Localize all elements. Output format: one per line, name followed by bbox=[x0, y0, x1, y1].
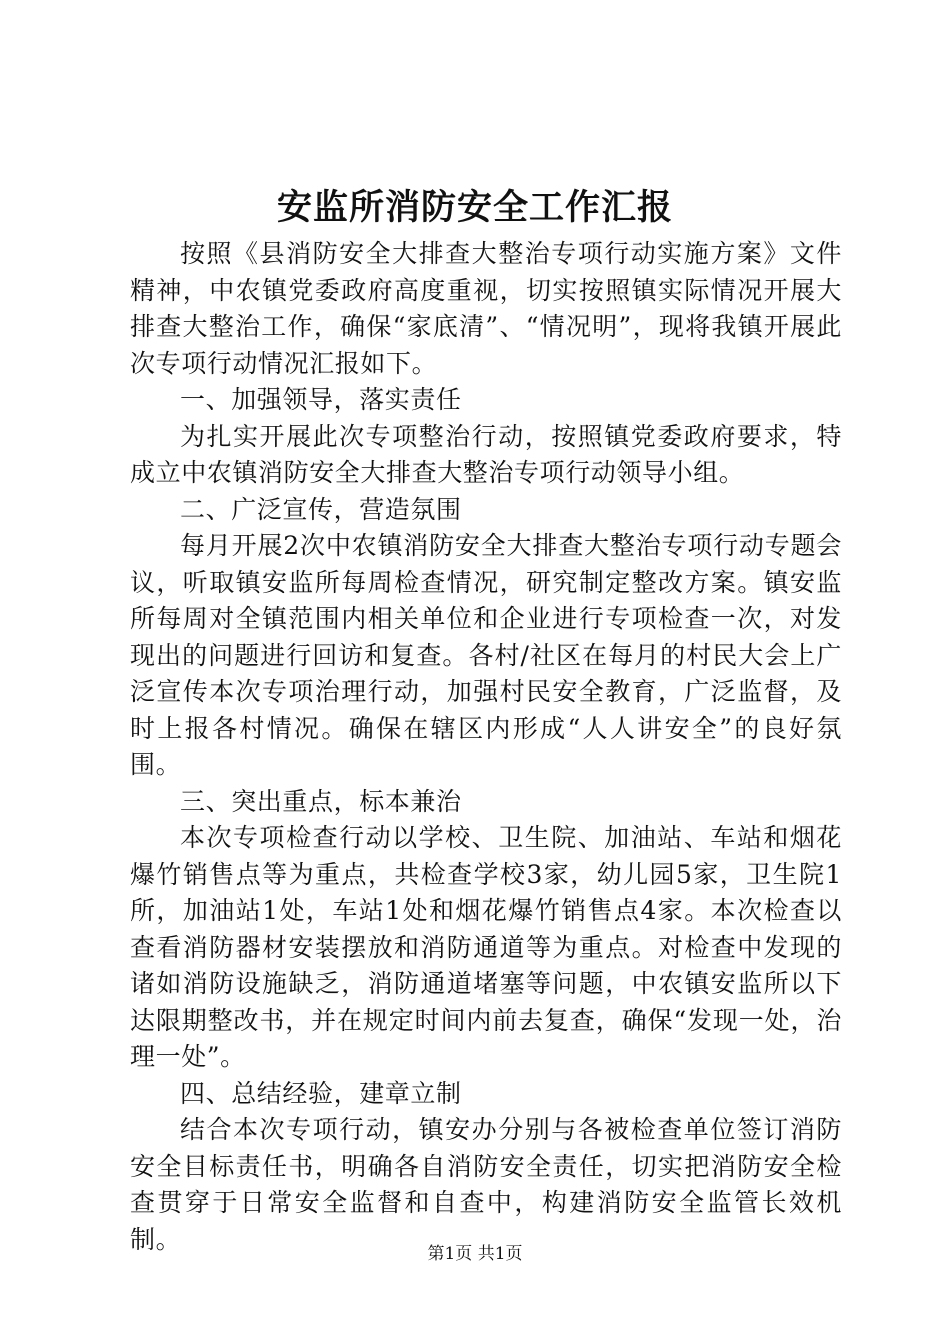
section-paragraph-2: 每月开展2次中农镇消防安全大排查大整治专项行动专题会议，听取镇安监所每周检查情况，研究制定整改方案。镇安监所每周对全镇范围内相关单位和企业进行专项检查一次，对发现出的问题进行回访和复查。各村/社区在每月的村民大会上广泛宣传本次专项治理行动，加强村民安全教育，广泛监督，及时上报各村情况。确保在辖区内形成“人人讲安全”的良好氛围。 bbox=[130, 531, 842, 779]
section-heading-1: 一、加强领导，落实责任 bbox=[180, 385, 462, 414]
section-paragraph-4: 结合本次专项行动，镇安办分别与各被检查单位签订消防安全目标责任书，明确各自消防安全责任，切实把消防安全检查贯穿于日常安全监督和自查中，构建消防安全监管长效机制。 bbox=[130, 1115, 842, 1254]
document-title: 安监所消防安全工作汇报 bbox=[276, 187, 673, 228]
section-heading-2: 二、广泛宣传，营造氛围 bbox=[180, 494, 462, 524]
section-paragraph-3: 本次专项检查行动以学校、卫生院、加油站、车站和烟花爆竹销售点等为重点，共检查学校3家，幼儿园5家，卫生院1所，加油站1处，车站1处和烟花爆竹销售点4家。本次检查以查看消防器材安装摆放和消防通道等为重点。对检查中发现的诸如消防设施缺乏，消防通道堵塞等问题，中农镇安监所以下达限期整改书，并在规定时间内前去复查，确保“发现一处，治理一处”。 bbox=[130, 823, 842, 1071]
document-body bbox=[130, 236, 842, 1258]
intro-paragraph: 按照《县消防安全大排查大整治专项行动实施方案》文件精神，中农镇党委政府高度重视，切实按照镇实际情况开展大排查大整治工作，确保“家底清”、“情况明”，现将我镇开展此次专项行动情况汇报如下。 bbox=[130, 239, 842, 378]
section-heading-3: 三、突出重点，标本兼治 bbox=[180, 786, 462, 816]
section-paragraph-1: 为扎实开展此次专项整治行动，按照镇党委政府要求，特成立中农镇消防安全大排查大整治专项行动领导小组。 bbox=[130, 421, 842, 487]
section-heading-4: 四、总结经验，建章立制 bbox=[180, 1078, 462, 1108]
page-number: 第1页 共1页 bbox=[427, 1244, 523, 1264]
